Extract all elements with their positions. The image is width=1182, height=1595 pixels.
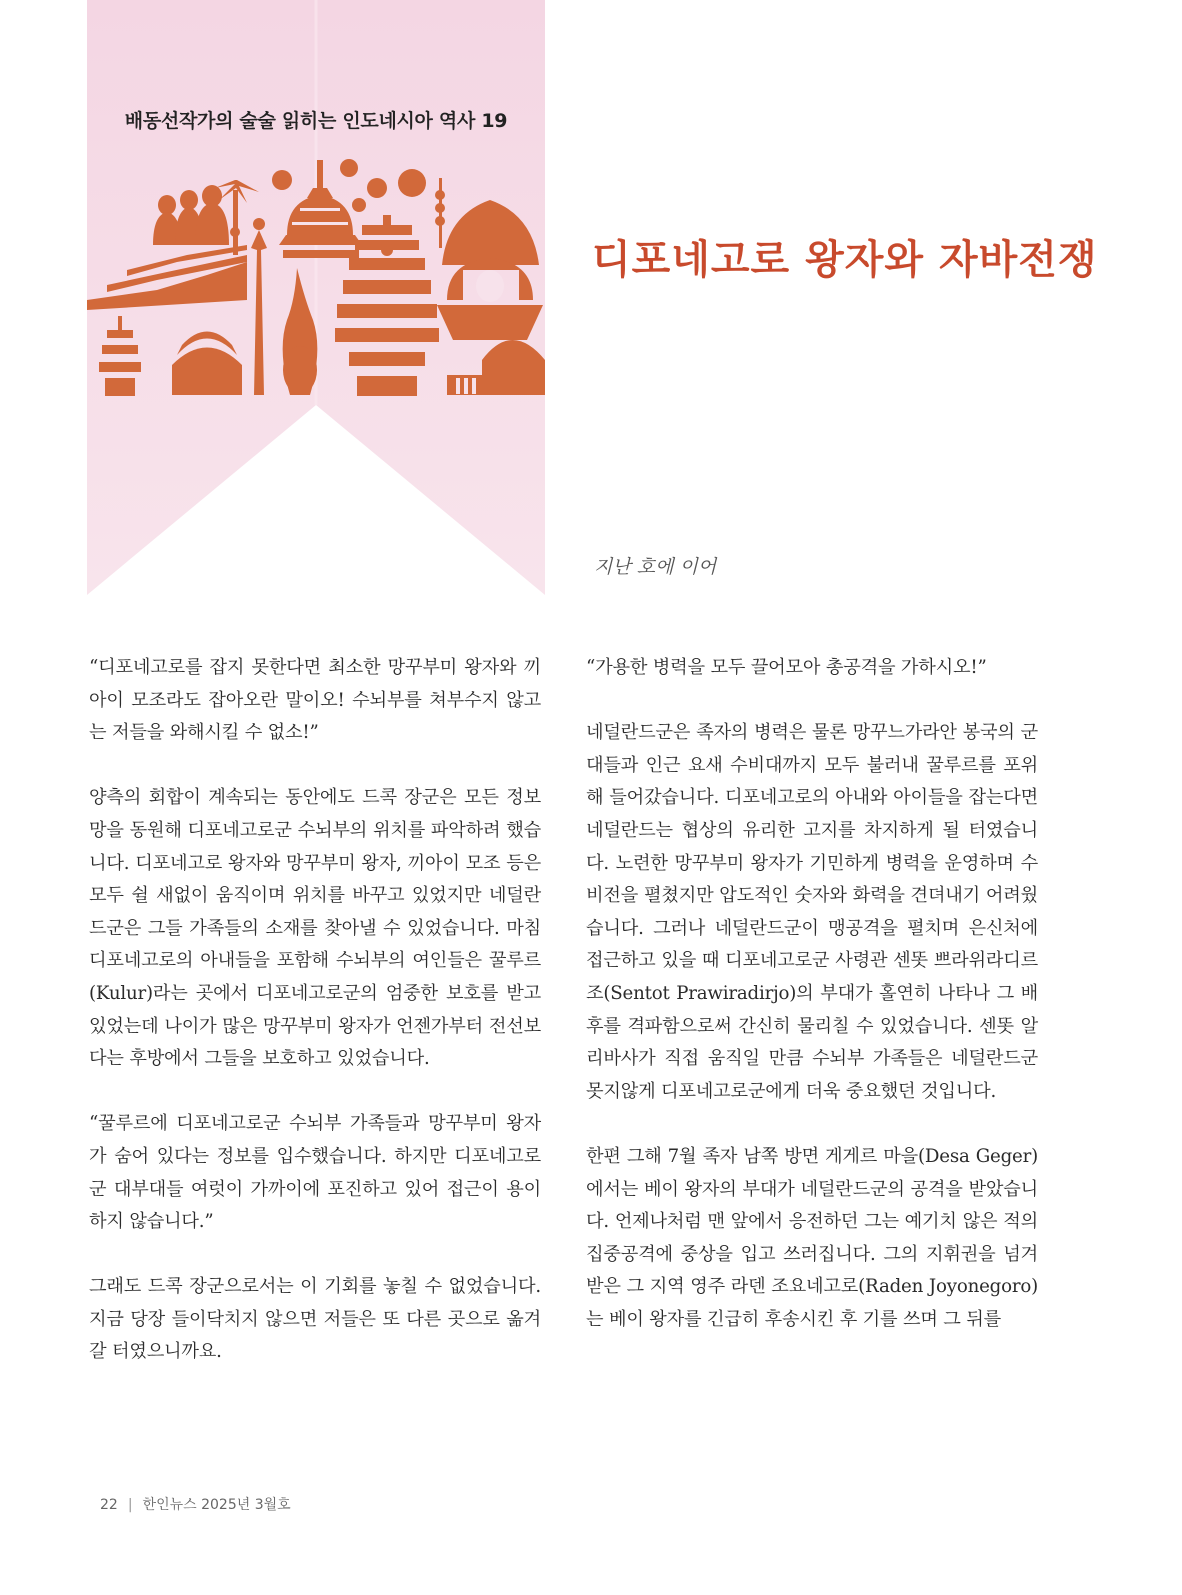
article-title: 디포네고로 왕자와 자바전쟁: [592, 237, 1098, 283]
left-column: [89, 652, 541, 1402]
continued-note: 지난 호에 이어: [594, 556, 717, 578]
paragraph: “가용한 병력을 모두 끌어모아 총공격을 가하시오!”: [586, 657, 987, 678]
footer-separator: |: [127, 1497, 133, 1513]
paragraph: 양측의 회합이 계속되는 동안에도 드콕 장군은 모든 정보망을 동원해 디포네고로군 수뇌부의 위치를 파악하려 했습니다. 디포네고로 왕자와 망꾸부미 왕자, 끼아이 모조 등은 모두 쉴 새없이 움직이며 위치를 바꾸고 있었지만 네덜란드군은 그들 가족들의 소재를 찾아낼 수 있었습니다. 마침 디포네고로의 아내들을 포함해 수뇌부의 여인들은 꿀루르(Kulur)라는 곳에서 디포네고로군의 엄중한 보호를 받고 있었는데 나이가 많은 망꾸부미 왕자가 언젠가부터 전선보다는 후방에서 그들을 보호하고 있었습니다.: [89, 787, 541, 1070]
paragraph: 그래도 드콕 장군으로서는 이 기회를 놓칠 수 없었습니다. 지금 당장 들이닥치지 않으면 저들은 또 다른 곳으로 옮겨갈 터였으니까요.: [89, 1276, 541, 1363]
indonesian-landmarks-icon: [87, 0, 545, 610]
right-column: [586, 652, 1038, 1369]
paragraph: 한편 그해 7월 족자 남쪽 방면 게게르 마을(Desa Geger)에서는 베이 왕자의 부대가 네덜란드군의 공격을 받았습니다. 언제나처럼 맨 앞에서 응전하던 그는 예기치 않은 적의 집중공격에 중상을 입고 쓰러집니다. 그의 지휘권을 넘겨 받은 그 지역 영주 라덴 조요네고로(Raden Joyonegoro)는 베이 왕자를 긴급히 후송시킨 후 기를 쓰며 그 뒤를: [586, 1145, 1038, 1330]
paragraph: “꿀루르에 디포네고로군 수뇌부 가족들과 망꾸부미 왕자가 숨어 있다는 정보를 입수했습니다. 하지만 디포네고로군 대부대들 여럿이 가까이에 포진하고 있어 접근이 용이하지 않습니다.”: [89, 1113, 541, 1233]
page-number: 22: [100, 1497, 118, 1513]
paragraph: “디포네고로를 잡지 못한다면 최소한 망꾸부미 왕자와 끼아이 모조라도 잡아오란 말이오! 수뇌부를 쳐부수지 않고는 저들을 와해시킬 수 없소!”: [89, 657, 541, 744]
page-footer: [100, 1494, 291, 1514]
publication-name: 한인뉴스 2025년 3월호: [142, 1497, 291, 1513]
series-heading: 배동선작가의 술술 읽히는 인도네시아 역사 19: [124, 110, 508, 132]
paragraph: 네덜란드군은 족자의 병력은 물론 망꾸느가라안 봉국의 군대들과 인근 요새 수비대까지 모두 불러내 꿀루르를 포위해 들어갔습니다. 디포네고로의 아내와 아이들을 잡는다면 네덜란드는 협상의 유리한 고지를 차지하게 될 터였습니다. 노련한 망꾸부미 왕자가 기민하게 병력을 운영하며 수비전을 펼쳤지만 압도적인 숫자와 화력을 견뎌내기 어려웠습니다. 그러나 네덜란드군이 맹공격을 펼치며 은신처에 접근하고 있을 때 디포네고로군 사령관 센똣 쁘라위라디르조(Sentot Prawiradirjo)의 부대가 홀연히 나타나 그 배후를 격파함으로써 간신히 물리칠 수 있었습니다. 센똣 알리바사가 직접 움직일 만큼 수뇌부 가족들은 네덜란드군 못지않게 디포네고로군에게 더욱 중요했던 것입니다.: [586, 722, 1038, 1102]
header-banner: [87, 0, 545, 610]
